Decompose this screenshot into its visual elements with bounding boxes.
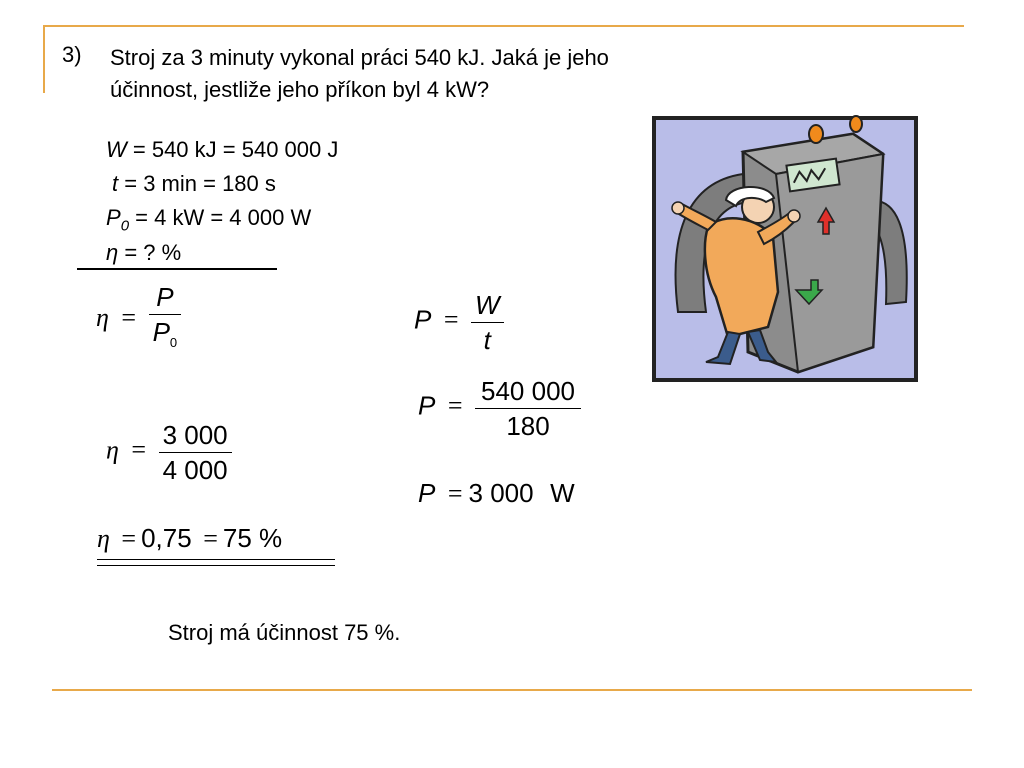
given-eta-symbol: η	[106, 240, 119, 265]
scientist-machine-illustration	[648, 112, 923, 387]
power-formula-num: W	[475, 290, 500, 320]
power-formula: P = $\frac{W}{t}$	[414, 288, 504, 357]
given-power-text: = 4 kW = 4 000 W	[129, 205, 312, 230]
eta-formula-num: P	[156, 282, 174, 312]
power-formula-lhs: P	[414, 304, 432, 335]
given-input-power	[106, 205, 311, 234]
eta-formula-fraction	[149, 280, 182, 360]
scientist-hand	[788, 210, 800, 222]
given-work-text: = 540 kJ = 540 000 J	[126, 137, 339, 162]
question-line-2: účinnost, jestliže jeho příkon byl 4 kW?	[110, 77, 490, 102]
left-rule	[43, 25, 45, 93]
power-substitution: P = $\frac{540 000}{180}$	[418, 374, 581, 443]
eta-sub-fraction	[159, 418, 232, 487]
top-rule	[44, 25, 964, 27]
given-time-text: = 3 min = 180 s	[118, 171, 276, 196]
given-efficiency	[106, 240, 181, 266]
power-formula-den: t	[483, 325, 491, 355]
question-text	[110, 42, 790, 106]
eta-formula: η = $\frac{P}{P_0}$	[96, 280, 181, 360]
power-result-lhs: P	[418, 478, 436, 508]
power-result-value: 3 000	[468, 478, 534, 508]
given-time-symbol: t	[112, 171, 119, 196]
given-work	[106, 137, 338, 163]
eta-formula-den: $P_0$	[152, 317, 178, 351]
eta-result-percent: 75 %	[222, 523, 283, 553]
given-separator	[77, 268, 277, 270]
given-work-symbol: W	[106, 137, 127, 162]
eta-result: η = 0,75 = 75 %	[97, 523, 283, 553]
power-sub-num: 540 000	[481, 376, 575, 406]
eta-sub-den: 4 000	[162, 455, 228, 485]
eta-sub-num: 3 000	[162, 420, 228, 450]
power-sub-lhs: P	[418, 390, 436, 421]
bottom-rule	[52, 689, 972, 691]
power-result-unit: W	[550, 478, 575, 508]
power-sub-den: 180	[506, 411, 550, 441]
eta-sub-lhs: η	[106, 435, 119, 465]
conclusion-text: Stroj má účinnost 75 %.	[168, 620, 401, 645]
warning-light-icon	[809, 125, 823, 143]
result-double-underline	[97, 559, 335, 566]
given-power-subscript: 0	[120, 217, 130, 235]
power-sub-fraction	[475, 374, 581, 443]
warning-light-icon	[850, 116, 862, 132]
given-time	[112, 171, 276, 197]
question-number: 3)	[62, 42, 82, 67]
eta-result-lhs: η	[97, 524, 110, 553]
given-eta-text: = ? %	[118, 240, 182, 265]
power-formula-fraction	[471, 288, 504, 357]
eta-substitution: η = $\frac{3 000}{4 000}$	[106, 418, 232, 487]
question-line-1: Stroj za 3 minuty vykonal práci 540 kJ. Jaká je jeho	[110, 45, 609, 70]
eta-formula-lhs: η	[96, 303, 109, 333]
scientist-hand	[672, 202, 684, 214]
power-result: P = 3 000 W	[418, 478, 575, 508]
monitor-screen	[786, 159, 839, 192]
given-power-symbol: P	[106, 205, 121, 230]
eta-result-value: 0,75	[141, 523, 192, 553]
